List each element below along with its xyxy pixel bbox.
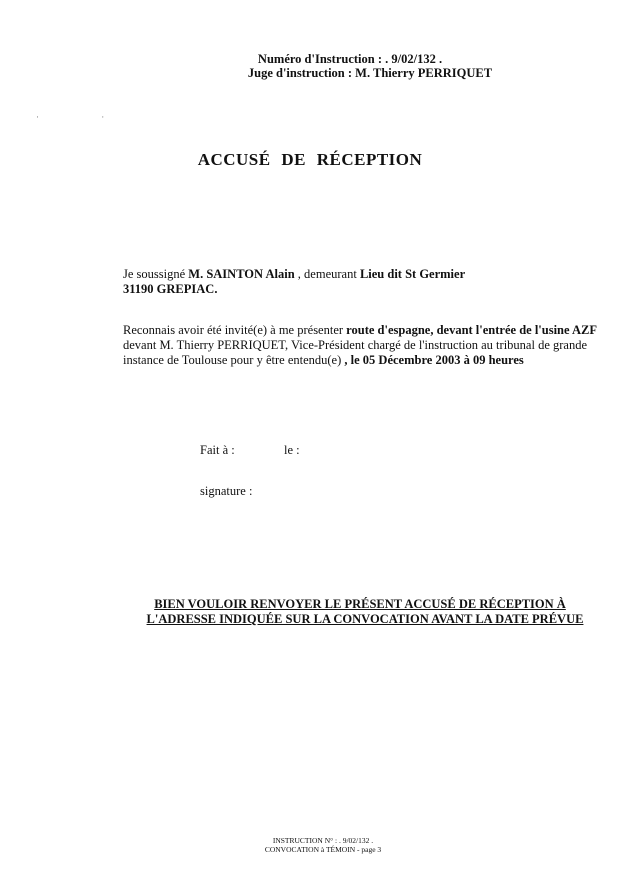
title-word-1: ACCUSÉ bbox=[197, 150, 271, 169]
signature-label: signature : bbox=[200, 484, 253, 498]
declaration-middle: , demeurant bbox=[294, 267, 360, 281]
return-notice-line-2: L'ADRESSE INDIQUÉE SUR LA CONVOCATION AVANT LA DATE PRÉVUE bbox=[146, 612, 584, 626]
footer-page-label: CONVOCATION à TÉMOIN - page 3 bbox=[264, 845, 382, 854]
declaration-paragraph bbox=[123, 267, 598, 297]
document-title bbox=[0, 150, 620, 170]
return-notice-line-1: BIEN VOULOIR RENVOYER LE PRÉSENT ACCUSÉ DE RÉCEPTION À bbox=[154, 597, 566, 611]
declarant-name: M. SAINTON Alain bbox=[188, 267, 295, 281]
summons-paragraph bbox=[123, 323, 598, 368]
summons-date: , le 05 Décembre 2003 à 09 heures bbox=[344, 353, 524, 367]
footer-instruction-number: INSTRUCTION N° : . 9/02/132 . bbox=[272, 836, 374, 845]
scan-specks: · · bbox=[36, 112, 135, 122]
summons-place: route d'espagne, devant l'entrée de l'usine AZF bbox=[346, 323, 597, 337]
fait-a-label: Fait à : bbox=[200, 443, 235, 457]
judge-name: Juge d'instruction : M. Thierry PERRIQUET bbox=[247, 66, 493, 80]
address-line-2: 31190 GREPIAC. bbox=[123, 282, 218, 296]
title-word-3: RÉCEPTION bbox=[316, 150, 423, 169]
date-label: le : bbox=[284, 443, 300, 457]
declaration-prefix: Je soussigné bbox=[123, 267, 189, 281]
summons-text-1: Reconnais avoir été invité(e) à me présenter bbox=[123, 323, 347, 337]
address-line-1: Lieu dit St Germier bbox=[359, 267, 466, 281]
title-word-2: DE bbox=[281, 150, 306, 169]
instruction-number: Numéro d'Instruction : . 9/02/132 . bbox=[257, 52, 443, 66]
summons-text-2: devant M. Thierry PERRIQUET, Vice-Président chargé de l'instruction au tribunal de grande instance de Toulouse pour y être entendu(e) bbox=[123, 338, 587, 367]
